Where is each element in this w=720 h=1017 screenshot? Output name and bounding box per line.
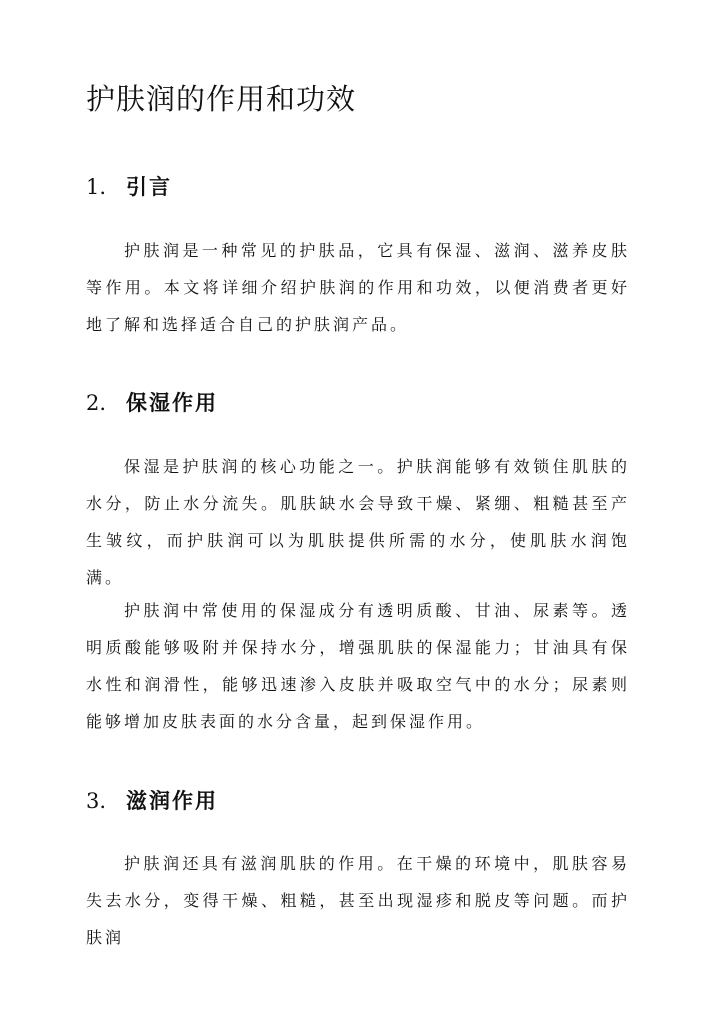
section-heading-moisturizing [86, 390, 218, 416]
section-heading-nourishing [86, 788, 218, 814]
paragraph-nourishing: 护肤润还具有滋润肌肤的作用。在干燥的环境中，肌肤容易失去水分，变得干燥、粗糙，甚至出现湿疹和脱皮等问题。而护肤润 [86, 854, 630, 947]
section-title: 保湿作用 [126, 390, 218, 415]
paragraph-introduction: 护肤润是一种常见的护肤品，它具有保湿、滋润、滋养皮肤等作用。本文将详细介绍护肤润的作用和功效，以便消费者更好地了解和选择适合自己的护肤润产品。 [86, 241, 630, 334]
section-title: 引言 [126, 174, 172, 199]
section-number: 1. [86, 175, 107, 199]
document-title: 护肤润的作用和功效 [86, 82, 357, 116]
section-number: 3. [86, 789, 107, 813]
section-number: 2. [86, 391, 107, 415]
paragraph-moisturizing-ingredients: 护肤润中常使用的保湿成分有透明质酸、甘油、尿素等。透明质酸能够吸附并保持水分，增强肌肤的保湿能力；甘油具有保水性和润滑性，能够迅速渗入皮肤并吸取空气中的水分；尿素则能够增加皮肤表面的水分含量，起到保湿作用。 [86, 601, 630, 731]
section-heading-introduction [86, 174, 172, 200]
section-title: 滋润作用 [126, 788, 218, 813]
paragraph-moisturizing-core: 保湿是护肤润的核心功能之一。护肤润能够有效锁住肌肤的水分，防止水分流失。肌肤缺水会导致干燥、紧绷、粗糙甚至产生皱纹，而护肤润可以为肌肤提供所需的水分，使肌肤水润饱满。 [86, 457, 630, 587]
